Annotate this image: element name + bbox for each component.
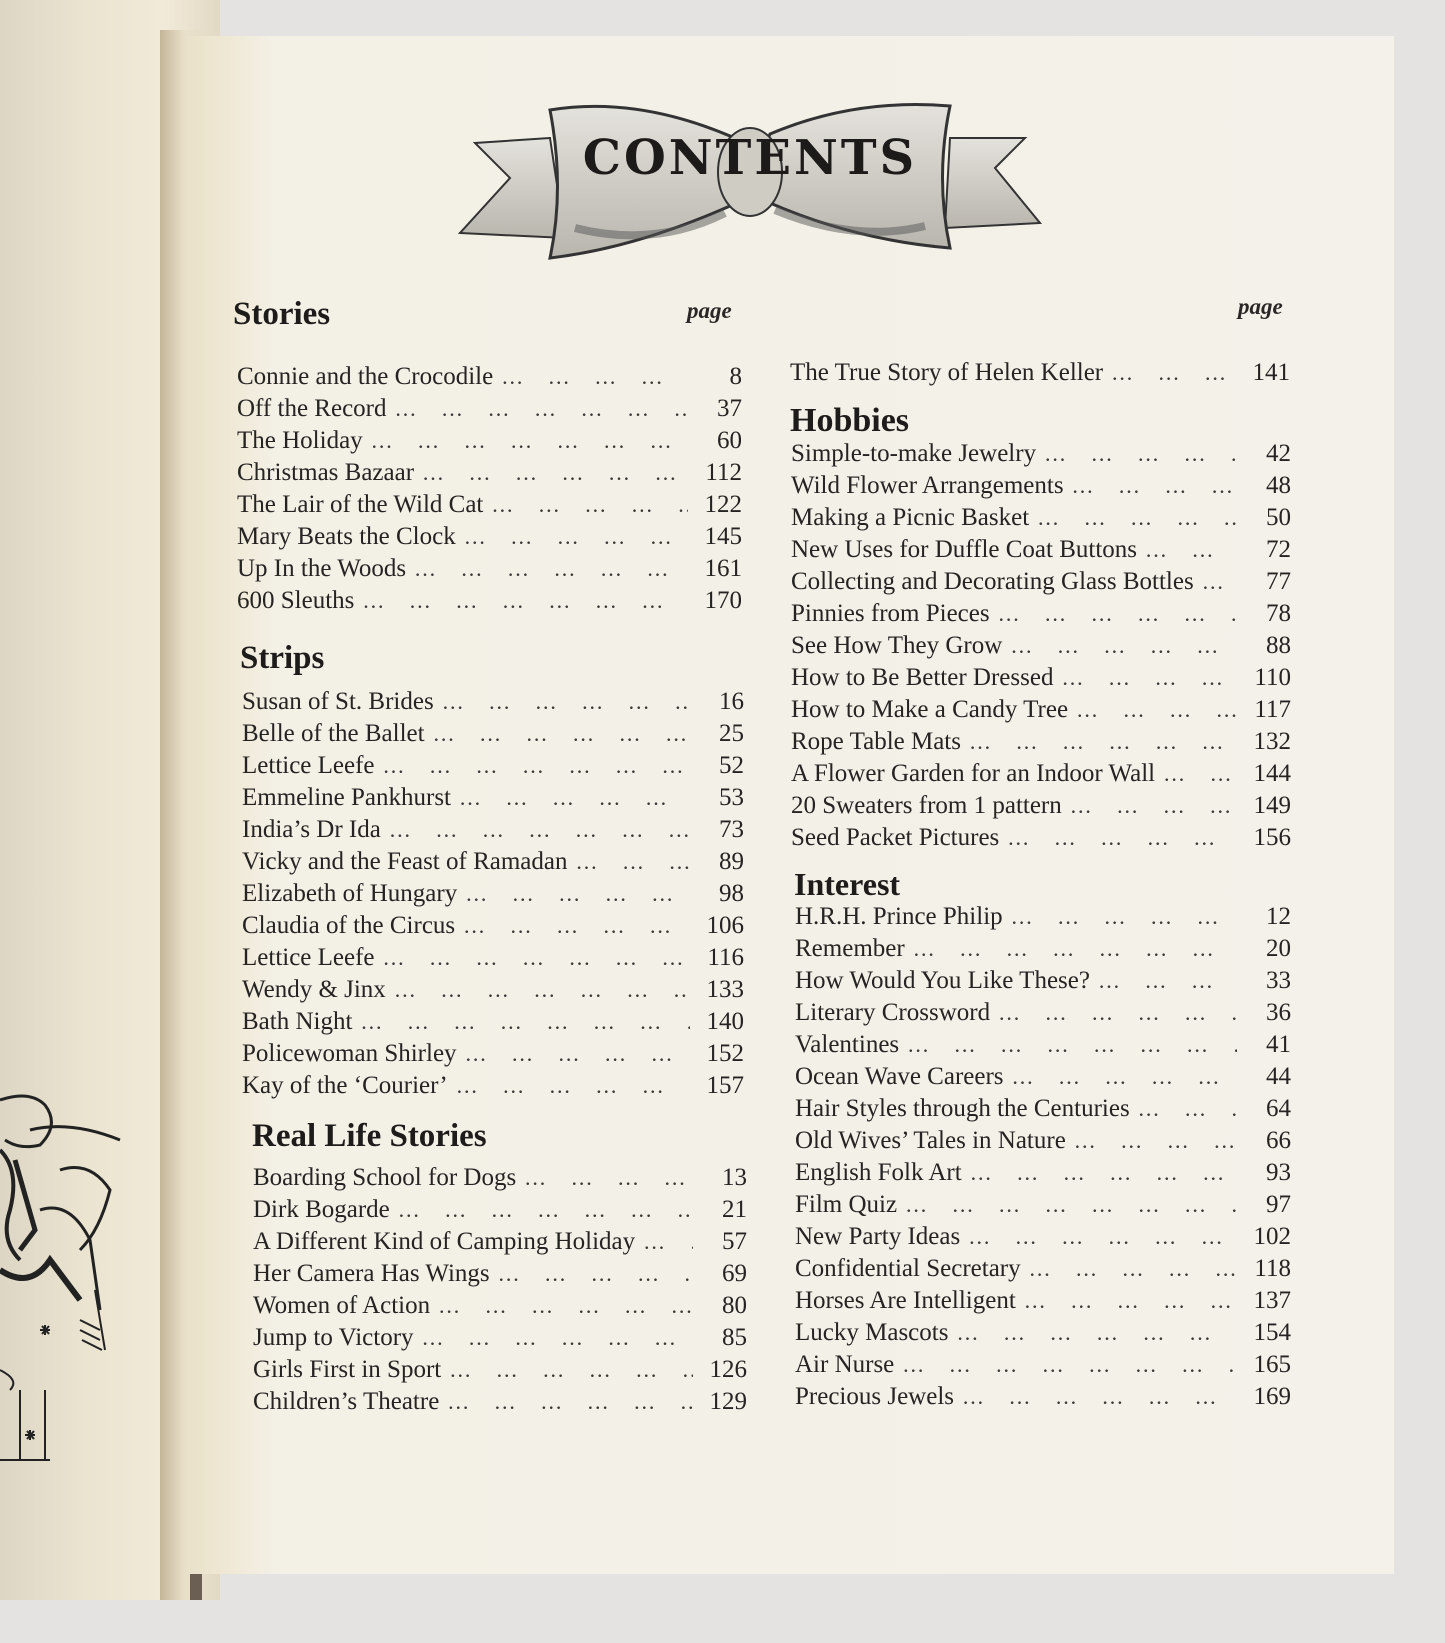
entry-page-number: 141 bbox=[1252, 359, 1290, 386]
list-item[interactable] bbox=[253, 1228, 747, 1260]
entry-page-number: 41 bbox=[1266, 1031, 1291, 1058]
list-item[interactable] bbox=[242, 816, 744, 848]
list-item[interactable] bbox=[253, 1196, 747, 1228]
dot-leader bbox=[1138, 1096, 1237, 1122]
entry-title: H.R.H. Prince Philip bbox=[795, 903, 1003, 930]
list-item[interactable] bbox=[237, 491, 742, 523]
entry-page-number: 77 bbox=[1266, 568, 1291, 595]
entry-page-number: 161 bbox=[704, 555, 742, 582]
dot-leader bbox=[389, 817, 690, 843]
dot-leader bbox=[643, 1229, 693, 1255]
dot-leader bbox=[524, 1165, 693, 1191]
list-item[interactable] bbox=[242, 1040, 744, 1072]
dot-leader bbox=[395, 396, 689, 422]
entry-title: Connie and the Crocodile bbox=[237, 363, 494, 390]
entry-title: English Folk Art bbox=[795, 1159, 962, 1186]
list-item[interactable] bbox=[795, 1127, 1291, 1159]
dot-leader bbox=[1011, 904, 1237, 930]
section-heading-hobbies: Hobbies bbox=[790, 402, 910, 439]
list-item[interactable] bbox=[795, 1095, 1291, 1127]
entry-title: Up In the Woods bbox=[237, 555, 407, 582]
entry-page-number: 145 bbox=[704, 523, 742, 550]
entry-page-number: 149 bbox=[1253, 792, 1291, 819]
entry-page-number: 12 bbox=[1266, 903, 1291, 930]
entry-page-number: 80 bbox=[722, 1292, 747, 1319]
list-item[interactable] bbox=[795, 999, 1291, 1031]
entry-page-number: 33 bbox=[1266, 967, 1291, 994]
entry-page-number: 72 bbox=[1266, 536, 1291, 563]
entry-page-number: 37 bbox=[717, 395, 742, 422]
list-item[interactable] bbox=[795, 903, 1291, 935]
list-item[interactable] bbox=[253, 1324, 747, 1356]
dot-leader bbox=[970, 1160, 1237, 1186]
list-item[interactable] bbox=[795, 1287, 1291, 1319]
dot-leader bbox=[576, 849, 691, 875]
entry-page-number: 88 bbox=[1266, 632, 1291, 659]
list-item[interactable] bbox=[791, 632, 1291, 664]
page-column-label-right: page bbox=[1238, 294, 1283, 319]
entry-title: The True Story of Helen Keller bbox=[790, 359, 1104, 386]
hobbies-list bbox=[791, 440, 1291, 856]
list-item[interactable] bbox=[237, 363, 742, 395]
entry-title: Hair Styles through the Centuries bbox=[795, 1095, 1130, 1122]
list-item[interactable] bbox=[242, 912, 744, 944]
entry-page-number: 50 bbox=[1266, 504, 1291, 531]
list-item[interactable] bbox=[237, 459, 742, 491]
entry-page-number: 52 bbox=[719, 752, 744, 779]
list-item[interactable] bbox=[791, 568, 1291, 600]
entry-page-number: 60 bbox=[717, 427, 742, 454]
entry-page-number: 93 bbox=[1266, 1159, 1291, 1186]
entry-page-number: 156 bbox=[1253, 824, 1291, 851]
entry-page-number: 132 bbox=[1253, 728, 1291, 755]
dot-leader bbox=[371, 428, 688, 454]
entry-page-number: 154 bbox=[1253, 1319, 1291, 1346]
entry-title: 600 Sleuths bbox=[237, 587, 355, 614]
entry-page-number: 20 bbox=[1266, 935, 1291, 962]
dot-leader bbox=[1074, 1128, 1237, 1154]
dot-leader bbox=[422, 1325, 693, 1351]
entry-title: Bath Night bbox=[242, 1008, 353, 1035]
dot-leader bbox=[447, 1389, 693, 1415]
entry-page-number: 126 bbox=[709, 1356, 747, 1383]
entry-page-number: 110 bbox=[1254, 664, 1291, 691]
entry-page-number: 122 bbox=[704, 491, 742, 518]
entry-page-number: 48 bbox=[1266, 472, 1291, 499]
dot-leader bbox=[1007, 825, 1237, 851]
list-item[interactable] bbox=[242, 720, 744, 752]
entry-page-number: 98 bbox=[719, 880, 744, 907]
entry-title: Susan of St. Brides bbox=[242, 688, 434, 715]
entry-title: Claudia of the Circus bbox=[242, 912, 456, 939]
dot-leader bbox=[383, 945, 690, 971]
dot-leader bbox=[501, 364, 688, 390]
list-item[interactable] bbox=[795, 1063, 1291, 1095]
entry-title: Kay of the ‘Courier’ bbox=[242, 1072, 448, 1099]
entry-page-number: 69 bbox=[722, 1260, 747, 1287]
dot-leader bbox=[465, 1041, 690, 1067]
entry-page-number: 129 bbox=[709, 1388, 747, 1415]
list-item[interactable] bbox=[253, 1292, 747, 1324]
dot-leader bbox=[1024, 1288, 1237, 1314]
entry-page-number: 53 bbox=[719, 784, 744, 811]
dot-leader bbox=[968, 1224, 1237, 1250]
dot-leader bbox=[905, 1192, 1237, 1218]
dot-leader bbox=[414, 556, 688, 582]
entry-title: Policewoman Shirley bbox=[242, 1040, 457, 1067]
list-item[interactable] bbox=[795, 1223, 1291, 1255]
list-item[interactable] bbox=[791, 440, 1291, 472]
entry-page-number: 57 bbox=[722, 1228, 747, 1255]
entry-title: Lucky Mascots bbox=[795, 1319, 949, 1346]
dot-leader bbox=[962, 1384, 1237, 1410]
list-item[interactable] bbox=[795, 1031, 1291, 1063]
list-item[interactable] bbox=[791, 760, 1291, 792]
list-item[interactable] bbox=[790, 359, 1290, 391]
entry-title: Film Quiz bbox=[795, 1191, 898, 1218]
dot-leader bbox=[1044, 441, 1237, 467]
list-item[interactable] bbox=[242, 752, 744, 784]
entry-title: Wild Flower Arrangements bbox=[791, 472, 1064, 499]
entry-title: The Holiday bbox=[237, 427, 363, 454]
entry-title: Emmeline Pankhurst bbox=[242, 784, 451, 811]
entry-title: Christmas Bazaar bbox=[237, 459, 415, 486]
dot-leader bbox=[1037, 505, 1237, 531]
dot-leader bbox=[902, 1352, 1237, 1378]
list-item[interactable] bbox=[242, 688, 744, 720]
stories-list bbox=[237, 363, 742, 619]
entry-title: Lettice Leefe bbox=[242, 752, 375, 779]
entry-title: The Lair of the Wild Cat bbox=[237, 491, 484, 518]
entry-title: Pinnies from Pieces bbox=[791, 600, 990, 627]
entry-title: Boarding School for Dogs bbox=[253, 1164, 517, 1191]
entry-title: Children’s Theatre bbox=[253, 1388, 440, 1415]
list-item[interactable] bbox=[237, 395, 742, 427]
section-heading-interest: Interest bbox=[794, 866, 901, 902]
dot-leader bbox=[1145, 537, 1237, 563]
dot-leader bbox=[491, 492, 688, 518]
list-item[interactable] bbox=[791, 696, 1291, 728]
entry-title: Air Nurse bbox=[795, 1351, 895, 1378]
dot-leader bbox=[362, 588, 688, 614]
dot-leader bbox=[1061, 665, 1237, 691]
section-heading-strips: Strips bbox=[240, 640, 325, 676]
entry-page-number: 133 bbox=[706, 976, 744, 1003]
list-item[interactable] bbox=[242, 880, 744, 912]
page-column-label-left: page bbox=[687, 298, 732, 323]
entry-page-number: 118 bbox=[1254, 1255, 1291, 1282]
dot-leader bbox=[1202, 569, 1237, 595]
entry-title: See How They Grow bbox=[791, 632, 1003, 659]
dot-leader bbox=[1098, 968, 1237, 994]
dot-leader bbox=[998, 601, 1237, 627]
dot-leader bbox=[956, 1320, 1237, 1346]
entry-title: Dirk Bogarde bbox=[253, 1196, 390, 1223]
list-item[interactable] bbox=[253, 1164, 747, 1196]
entry-page-number: 169 bbox=[1253, 1383, 1291, 1410]
dot-leader bbox=[1111, 360, 1236, 386]
dot-leader bbox=[398, 1197, 693, 1223]
dot-leader bbox=[1163, 761, 1237, 787]
entry-title: Lettice Leefe bbox=[242, 944, 375, 971]
dot-leader bbox=[360, 1009, 690, 1035]
dot-leader bbox=[907, 1032, 1237, 1058]
entry-page-number: 13 bbox=[722, 1164, 747, 1191]
entry-title: Old Wives’ Tales in Nature bbox=[795, 1127, 1066, 1154]
entry-page-number: 144 bbox=[1253, 760, 1291, 787]
entry-title: Precious Jewels bbox=[795, 1383, 954, 1410]
entry-page-number: 42 bbox=[1266, 440, 1291, 467]
entry-title: New Uses for Duffle Coat Buttons bbox=[791, 536, 1138, 563]
entry-page-number: 73 bbox=[719, 816, 744, 843]
list-item[interactable] bbox=[253, 1388, 747, 1420]
list-item[interactable] bbox=[791, 728, 1291, 760]
entry-title: How Would You Like These? bbox=[795, 967, 1090, 994]
entry-title: New Party Ideas bbox=[795, 1223, 961, 1250]
entry-title: Making a Picnic Basket bbox=[791, 504, 1030, 531]
entry-title: Rope Table Mats bbox=[791, 728, 961, 755]
entry-page-number: 44 bbox=[1266, 1063, 1291, 1090]
section-heading-stories: Stories bbox=[233, 296, 331, 332]
list-item[interactable] bbox=[237, 587, 742, 619]
entry-page-number: 85 bbox=[722, 1324, 747, 1351]
entry-title: Horses Are Intelligent bbox=[795, 1287, 1016, 1314]
entry-title: A Different Kind of Camping Holiday bbox=[253, 1228, 636, 1255]
entry-page-number: 16 bbox=[719, 688, 744, 715]
list-item[interactable] bbox=[791, 536, 1291, 568]
list-item[interactable] bbox=[242, 1072, 744, 1104]
dot-leader bbox=[1029, 1256, 1237, 1282]
entry-title: How to Be Better Dressed bbox=[791, 664, 1054, 691]
dot-leader bbox=[1012, 1064, 1237, 1090]
entry-page-number: 117 bbox=[1254, 696, 1291, 723]
entry-page-number: 25 bbox=[719, 720, 744, 747]
list-item[interactable] bbox=[242, 784, 744, 816]
entry-title: A Flower Garden for an Indoor Wall bbox=[791, 760, 1156, 787]
list-item[interactable] bbox=[242, 1008, 744, 1040]
dot-leader bbox=[1072, 473, 1237, 499]
dot-leader bbox=[449, 1357, 693, 1383]
entry-title: Elizabeth of Hungary bbox=[242, 880, 458, 907]
list-item[interactable] bbox=[795, 935, 1291, 967]
dot-leader bbox=[463, 913, 690, 939]
entry-page-number: 170 bbox=[704, 587, 742, 614]
entry-page-number: 36 bbox=[1266, 999, 1291, 1026]
dot-leader bbox=[459, 785, 690, 811]
list-item[interactable] bbox=[795, 1319, 1291, 1351]
dot-leader bbox=[442, 689, 690, 715]
dot-leader bbox=[456, 1073, 690, 1099]
entry-title: Belle of the Ballet bbox=[242, 720, 425, 747]
entry-title: Women of Action bbox=[253, 1292, 431, 1319]
entry-title: Mary Beats the Clock bbox=[237, 523, 456, 550]
dot-leader bbox=[433, 721, 690, 747]
dot-leader bbox=[464, 524, 688, 550]
entry-page-number: 137 bbox=[1253, 1287, 1291, 1314]
entry-page-number: 8 bbox=[729, 363, 742, 390]
dot-leader bbox=[1010, 633, 1237, 659]
dot-leader bbox=[1070, 793, 1237, 819]
entry-page-number: 64 bbox=[1266, 1095, 1291, 1122]
list-item[interactable] bbox=[795, 1255, 1291, 1287]
contents-title: CONTENTS bbox=[582, 130, 918, 186]
section-heading-real-life-stories: Real Life Stories bbox=[252, 1118, 487, 1154]
entry-title: Valentines bbox=[795, 1031, 900, 1058]
entry-title: Jump to Victory bbox=[253, 1324, 414, 1351]
entry-title: 20 Sweaters from 1 pattern bbox=[791, 792, 1062, 819]
list-item[interactable] bbox=[242, 976, 744, 1008]
dot-leader bbox=[383, 753, 690, 779]
entry-title: Simple-to-make Jewelry bbox=[791, 440, 1037, 467]
entry-title: Girls First in Sport bbox=[253, 1356, 442, 1383]
list-item[interactable] bbox=[242, 944, 744, 976]
list-item[interactable] bbox=[237, 555, 742, 587]
entry-page-number: 89 bbox=[719, 848, 744, 875]
dot-leader bbox=[465, 881, 690, 907]
list-item[interactable] bbox=[253, 1260, 747, 1292]
entry-page-number: 106 bbox=[706, 912, 744, 939]
entry-page-number: 140 bbox=[706, 1008, 744, 1035]
list-item[interactable] bbox=[237, 523, 742, 555]
dot-leader bbox=[1076, 697, 1237, 723]
list-item[interactable] bbox=[253, 1356, 747, 1388]
dot-leader bbox=[422, 460, 688, 486]
contents-ribbon-banner bbox=[455, 98, 1045, 268]
entry-title: Seed Packet Pictures bbox=[791, 824, 1000, 851]
interest-list bbox=[795, 903, 1291, 1415]
list-item[interactable] bbox=[795, 1159, 1291, 1191]
entry-title: India’s Dr Ida bbox=[242, 816, 381, 843]
list-item[interactable] bbox=[791, 600, 1291, 632]
list-item[interactable] bbox=[237, 427, 742, 459]
list-item[interactable] bbox=[795, 1351, 1291, 1383]
list-item[interactable] bbox=[791, 472, 1291, 504]
dot-leader bbox=[913, 936, 1237, 962]
entry-page-number: 152 bbox=[706, 1040, 744, 1067]
entry-page-number: 102 bbox=[1253, 1223, 1291, 1250]
list-item[interactable] bbox=[791, 504, 1291, 536]
cartoon-sketch-illustration bbox=[0, 1090, 140, 1490]
list-item[interactable] bbox=[242, 848, 744, 880]
entry-page-number: 116 bbox=[707, 944, 744, 971]
entry-page-number: 165 bbox=[1253, 1351, 1291, 1378]
entry-page-number: 21 bbox=[722, 1196, 747, 1223]
dot-leader bbox=[394, 977, 690, 1003]
dot-leader bbox=[969, 729, 1237, 755]
dot-leader bbox=[498, 1261, 693, 1287]
entry-title: Vicky and the Feast of Ramadan bbox=[242, 848, 568, 875]
list-item[interactable] bbox=[795, 967, 1291, 999]
list-item[interactable] bbox=[791, 824, 1291, 856]
entry-title: Confidential Secretary bbox=[795, 1255, 1021, 1282]
strips-list bbox=[242, 688, 744, 1104]
entry-title: How to Make a Candy Tree bbox=[791, 696, 1069, 723]
lead-entry-list bbox=[790, 359, 1290, 391]
entry-page-number: 66 bbox=[1266, 1127, 1291, 1154]
entry-title: Wendy & Jinx bbox=[242, 976, 386, 1003]
real-life-stories-list bbox=[253, 1164, 747, 1420]
entry-title: Ocean Wave Careers bbox=[795, 1063, 1004, 1090]
entry-page-number: 157 bbox=[706, 1072, 744, 1099]
list-item[interactable] bbox=[795, 1383, 1291, 1415]
list-item[interactable] bbox=[791, 664, 1291, 696]
entry-title: Collecting and Decorating Glass Bottles bbox=[791, 568, 1194, 595]
list-item[interactable] bbox=[791, 792, 1291, 824]
entry-title: Her Camera Has Wings bbox=[253, 1260, 490, 1287]
entry-page-number: 112 bbox=[705, 459, 742, 486]
dot-leader bbox=[998, 1000, 1237, 1026]
entry-title: Literary Crossword bbox=[795, 999, 991, 1026]
entry-title: Off the Record bbox=[237, 395, 387, 422]
entry-title: Remember bbox=[795, 935, 905, 962]
dot-leader bbox=[438, 1293, 693, 1319]
entry-page-number: 78 bbox=[1266, 600, 1291, 627]
entry-page-number: 97 bbox=[1266, 1191, 1291, 1218]
list-item[interactable] bbox=[795, 1191, 1291, 1223]
